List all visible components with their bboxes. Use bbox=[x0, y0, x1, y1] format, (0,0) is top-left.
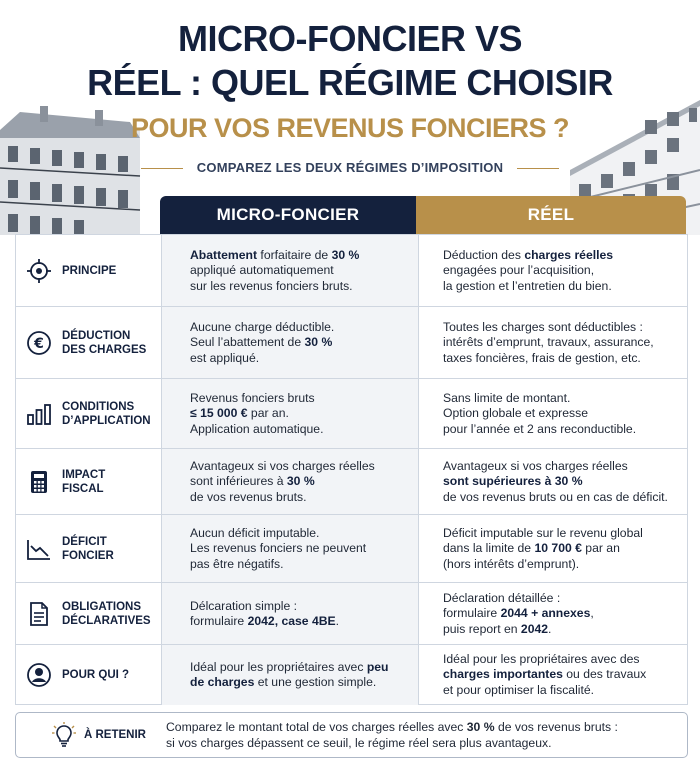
reel-cell bbox=[418, 645, 687, 705]
micro-foncier-text: Délcaration simple : formulaire 2042, case 4BE. bbox=[190, 598, 340, 628]
emphasis-text: Abattement bbox=[190, 247, 258, 262]
emphasis-text: 30 % bbox=[304, 335, 333, 350]
emphasis-text: ≤ 15 000 € bbox=[190, 406, 248, 421]
subtitle-rule-left bbox=[141, 168, 183, 170]
subtitle bbox=[0, 160, 700, 175]
reel-text: Sans limite de montant. Option globale et expresse pour l’année et 2 ans reconductible. bbox=[443, 390, 637, 436]
row-label: IMPACT FISCAL bbox=[62, 469, 106, 495]
emphasis-text: 30 % bbox=[331, 247, 360, 262]
row-label: DÉDUCTION DES CHARGES bbox=[62, 330, 147, 356]
reel-text: Avantageux si vos charges réelles sont supérieures à 30 % de vos revenus bruts ou en cas de déficit. bbox=[443, 458, 668, 504]
micro-foncier-text: Idéal pour les propriétaires avec peu de charges et une gestion simple. bbox=[190, 659, 389, 689]
row-label: DÉFICIT FONCIER bbox=[62, 536, 114, 562]
bar-chart-icon bbox=[26, 401, 52, 427]
emphasis-text: peu bbox=[366, 659, 389, 674]
reel-text: Idéal pour les propriétaires avec des charges importantes ou des travaux et pour optimiser la fiscalité. bbox=[443, 651, 647, 697]
table-row-conditions-d-application bbox=[16, 378, 687, 449]
micro-foncier-cell bbox=[161, 583, 419, 645]
table-row-impact-fiscal bbox=[16, 448, 687, 515]
micro-foncier-text: Aucun déficit imputable. Les revenus fonciers ne peuvent pas être négatifs. bbox=[190, 525, 367, 571]
reel-text: Déclaration détaillée : formulaire 2044 + annexes, puis report en 2042. bbox=[443, 590, 594, 636]
micro-foncier-text: Aucune charge déductible. Seul l’abattement de 30 % est appliqué. bbox=[190, 319, 335, 365]
reel-cell bbox=[418, 515, 687, 583]
title-line-1: MICRO-FONCIER VS bbox=[177, 18, 522, 59]
table-row-pour-qui bbox=[16, 644, 687, 705]
micro-foncier-text: Avantageux si vos charges réelles sont inférieures à 30 % de vos revenus bruts. bbox=[190, 458, 375, 504]
key-takeaway-box bbox=[15, 712, 688, 758]
emphasis-text: 2042 bbox=[520, 621, 549, 636]
subtitle-rule-right bbox=[517, 168, 559, 170]
micro-foncier-text: Abattement forfaitaire de 30 % appliqué automatiquement sur les revenus fonciers bruts. bbox=[190, 247, 360, 293]
emphasis-text: de charges bbox=[190, 675, 255, 689]
column-header-reel: RÉEL bbox=[416, 196, 686, 234]
micro-foncier-cell bbox=[161, 449, 419, 515]
document-icon bbox=[26, 601, 52, 627]
emphasis-text: 10 700 € bbox=[534, 541, 582, 556]
title-line-2: RÉEL : QUEL RÉGIME CHOISIR bbox=[87, 62, 613, 103]
title-line-3: POUR VOS REVENUS FONCIERS ? bbox=[130, 113, 570, 143]
row-label: CONDITIONS D’APPLICATION bbox=[62, 401, 151, 427]
reel-cell bbox=[418, 307, 687, 379]
reel-cell bbox=[418, 235, 687, 307]
row-label: PRINCIPE bbox=[62, 265, 117, 277]
reel-text: Déficit imputable sur le revenu global dans la limite de 10 700 € par an (hors intérêts d’emprunt). bbox=[443, 525, 643, 571]
euro-icon bbox=[26, 330, 52, 356]
table-row-deficit-foncier bbox=[16, 514, 687, 583]
trend-down-icon bbox=[26, 536, 52, 562]
row-label: OBLIGATIONS DÉCLARATIVES bbox=[62, 601, 151, 627]
micro-foncier-text: Revenus fonciers bruts ≤ 15 000 € par an. Application automatique. bbox=[190, 390, 324, 436]
svg-text:€: € bbox=[34, 336, 44, 352]
emphasis-text: 2042, case 4BE bbox=[247, 614, 336, 628]
row-label-cell bbox=[16, 235, 161, 307]
row-label-cell bbox=[16, 515, 161, 583]
table-row-deduction-des-charges bbox=[16, 306, 687, 379]
row-label-cell bbox=[16, 379, 161, 449]
row-label-cell bbox=[16, 583, 161, 645]
reel-cell bbox=[418, 379, 687, 449]
column-header-micro-foncier: MICRO-FONCIER bbox=[160, 196, 416, 234]
row-label-cell bbox=[16, 449, 161, 515]
emphasis-text: 2044 + annexes bbox=[500, 606, 591, 621]
takeaway-label: À RETENIR bbox=[84, 729, 146, 741]
takeaway-text: Comparez le montant total de vos charges réelles avec 30 % de vos revenus bruts : si vos charges dépassent ce seuil, le régime réel sera plus avantageux. bbox=[166, 720, 618, 750]
emphasis-text: 30 % bbox=[466, 720, 495, 734]
subtitle-text: COMPAREZ LES DEUX RÉGIMES D’IMPOSITION bbox=[196, 160, 504, 175]
table-row-principe bbox=[16, 234, 687, 307]
emphasis-text: 30 % bbox=[286, 474, 315, 489]
comparison-table bbox=[15, 234, 688, 705]
user-icon bbox=[26, 662, 52, 688]
reel-cell bbox=[418, 449, 687, 515]
micro-foncier-cell bbox=[161, 515, 419, 583]
table-row-obligations-declaratives bbox=[16, 582, 687, 645]
emphasis-text: sont supérieures à 30 % bbox=[443, 474, 583, 489]
calculator-icon bbox=[26, 469, 52, 495]
row-label-cell bbox=[16, 645, 161, 705]
lightbulb-icon bbox=[52, 722, 76, 748]
micro-foncier-cell bbox=[161, 235, 419, 307]
micro-foncier-cell bbox=[161, 379, 419, 449]
row-label-cell bbox=[16, 307, 161, 379]
emphasis-text: charges importantes bbox=[443, 667, 563, 682]
reel-cell bbox=[418, 583, 687, 645]
micro-foncier-cell bbox=[161, 645, 419, 705]
reel-text: Déduction des charges réelles engagées pour l’acquisition, la gestion et l’entretien du bien. bbox=[443, 247, 614, 293]
emphasis-text: charges réelles bbox=[524, 247, 614, 262]
micro-foncier-cell bbox=[161, 307, 419, 379]
reel-text: Toutes les charges sont déductibles : intérêts d’emprunt, travaux, assurance, taxes foncières, frais de gestion, etc. bbox=[443, 319, 654, 365]
target-icon bbox=[26, 258, 52, 284]
row-label: POUR QUI ? bbox=[62, 669, 130, 681]
